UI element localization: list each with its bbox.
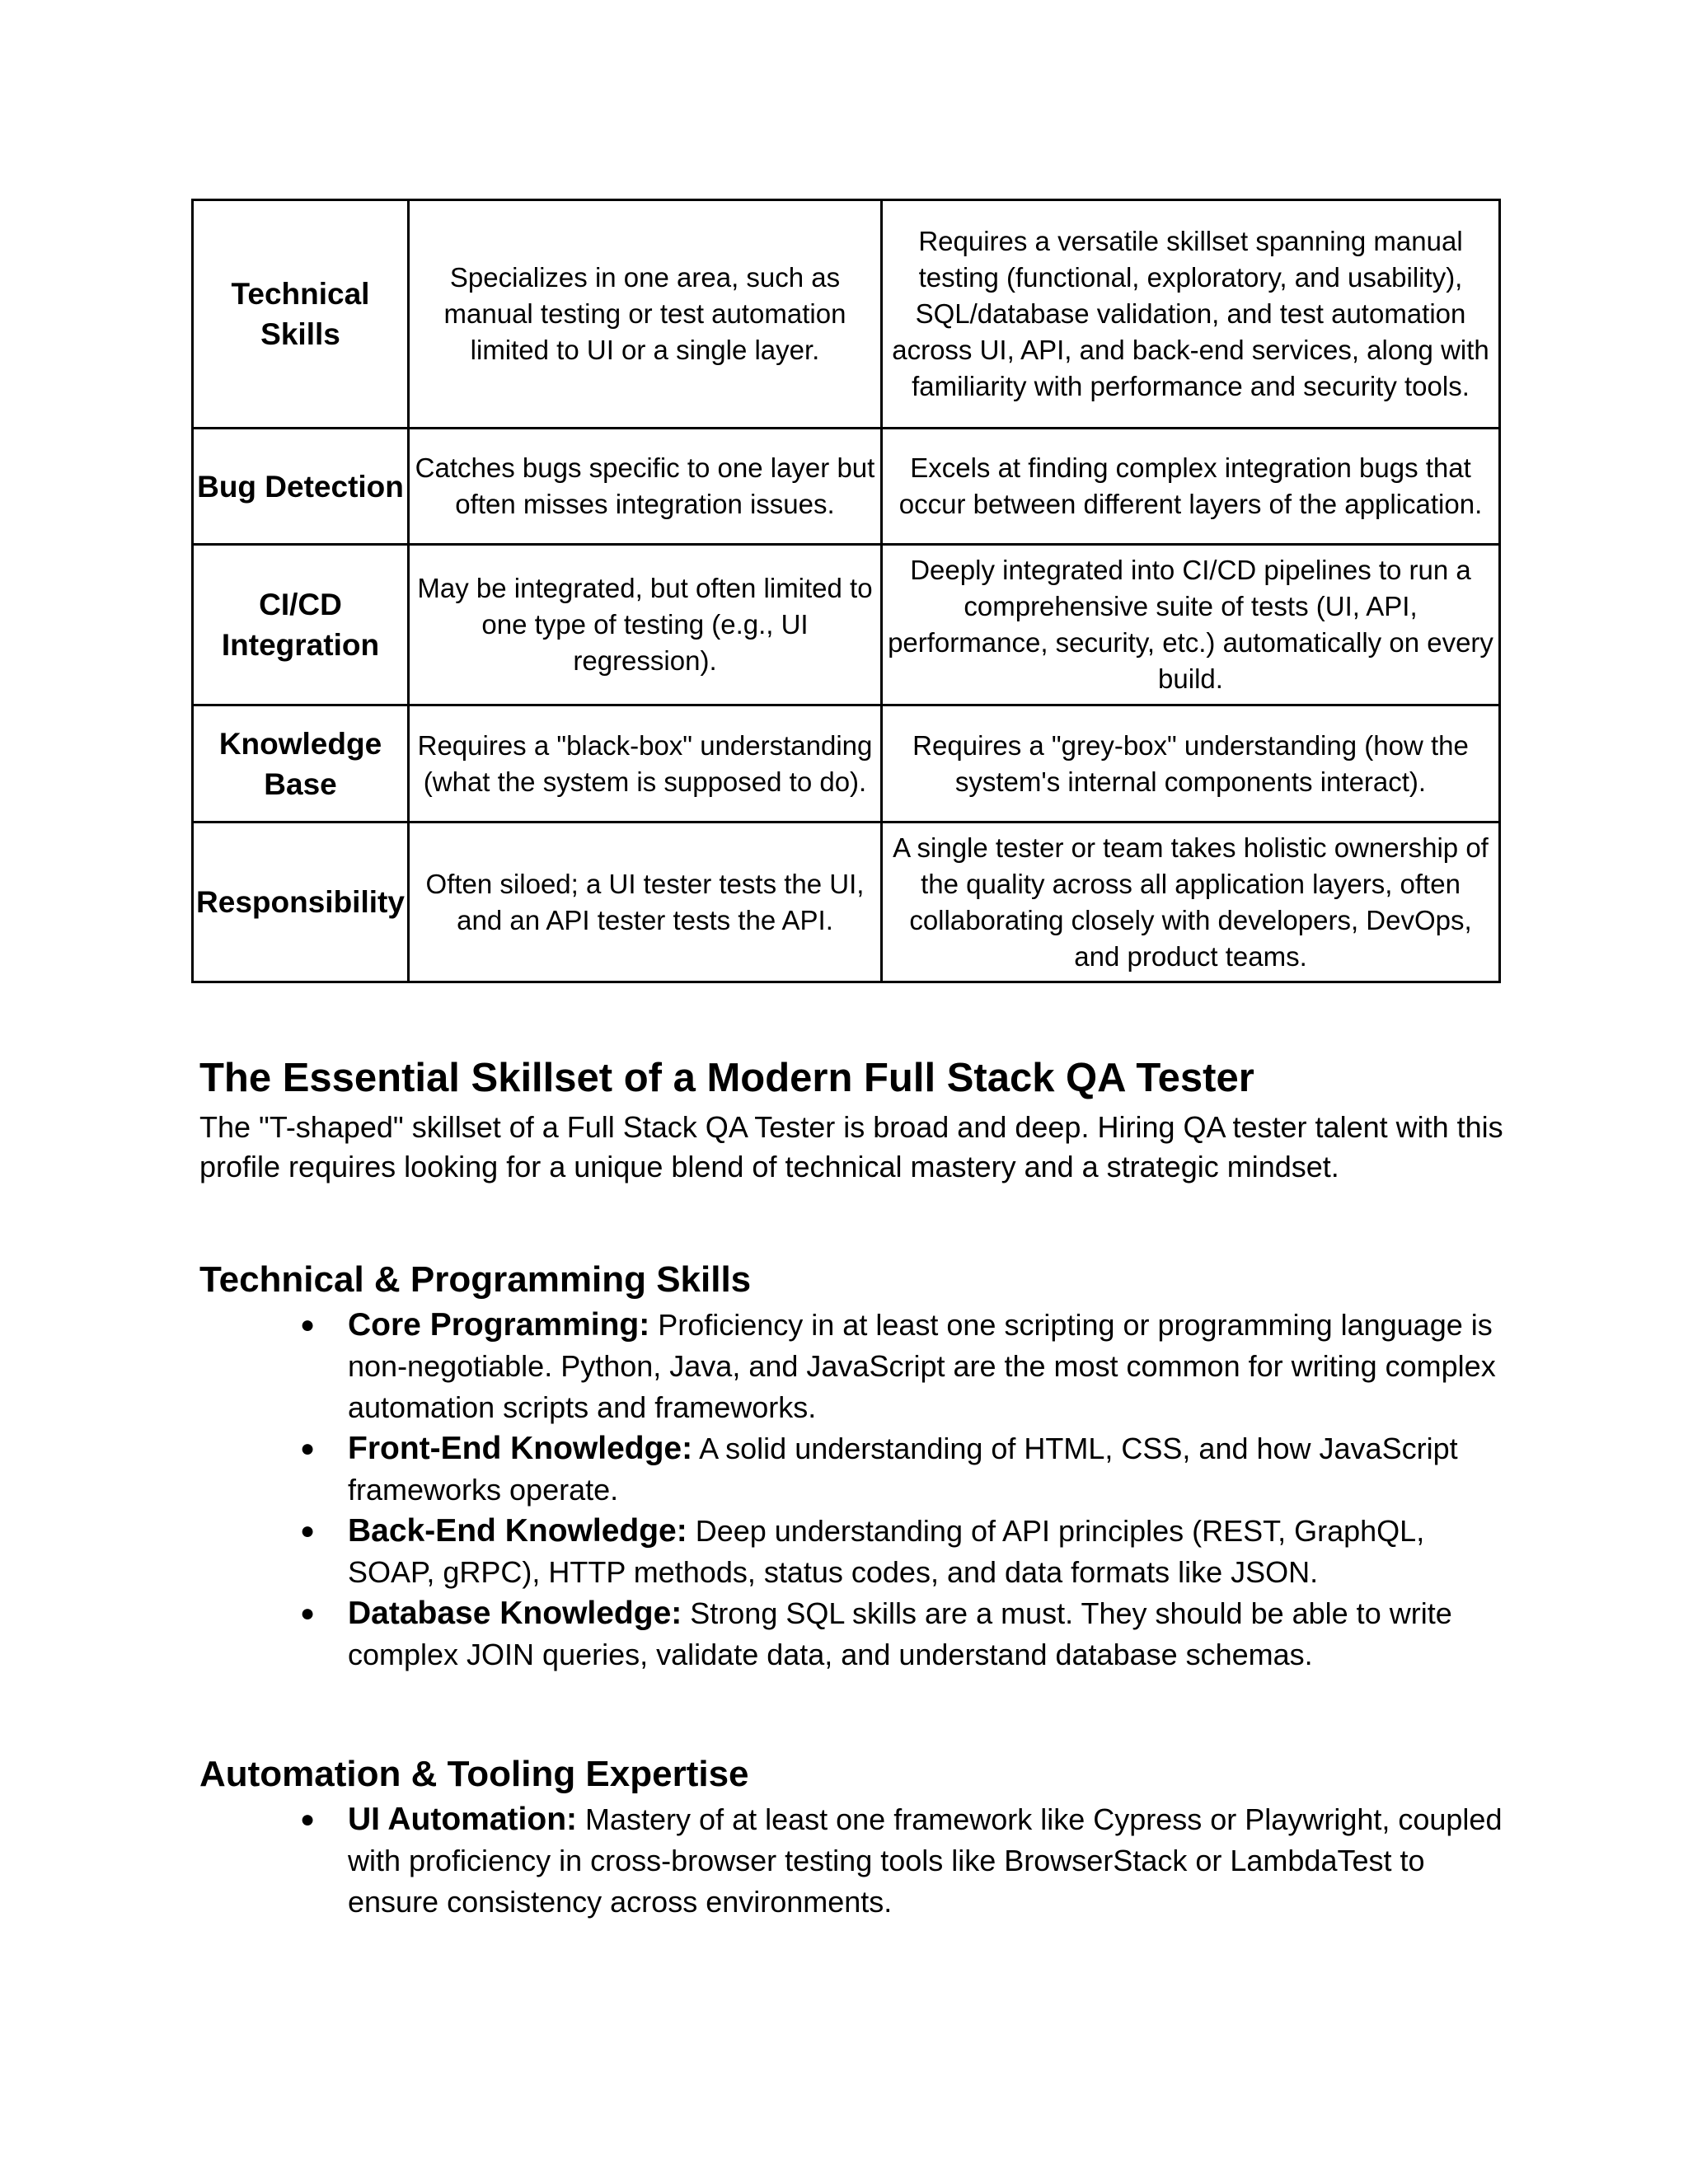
table-row <box>193 429 1500 545</box>
item-text: Proficiency in at least one scripting or programming language is non-negotiable. Python, Java, and JavaScript are the most common for writing complex automation scripts and frameworks. <box>348 1308 1496 1424</box>
bullet-icon: ● <box>300 1600 316 1627</box>
row-label-cicd-integration: CI/CD Integration <box>193 545 409 705</box>
row-label-technical-skills: Technical Skills <box>193 200 409 429</box>
list-item <box>199 1305 1518 1428</box>
item-text: Strong SQL skills are a must. They should be able to write complex JOIN queries, validate data, and understand database schemas. <box>348 1596 1452 1671</box>
table-row <box>193 823 1500 982</box>
bullet-icon: ● <box>300 1311 316 1338</box>
item-term: UI Automation: <box>348 1802 578 1837</box>
item-text: A solid understanding of HTML, CSS, and how JavaScript frameworks operate. <box>348 1432 1458 1507</box>
technical-skills-list <box>199 1305 1518 1675</box>
automation-heading: Automation & Tooling Expertise <box>199 1754 749 1794</box>
item-term: Front-End Knowledge: <box>348 1431 693 1466</box>
list-item <box>199 1799 1518 1923</box>
full-stack-cell: Excels at finding complex integration bugs that occur between different layers of the application. <box>882 429 1500 545</box>
full-stack-cell: A single tester or team takes holistic ownership of the quality across all application layers, often collaborating closely with developers, DevOps, and product teams. <box>882 823 1500 982</box>
item-term: Back-End Knowledge: <box>348 1513 687 1549</box>
traditional-cell: May be integrated, but often limited to one type of testing (e.g., UI regression). <box>409 545 882 705</box>
row-label-responsibility: Responsibility <box>193 823 409 982</box>
traditional-cell: Catches bugs specific to one layer but often misses integration issues. <box>409 429 882 545</box>
list-item <box>199 1511 1518 1593</box>
bullet-icon: ● <box>300 1517 316 1544</box>
comparison-table <box>191 199 1501 983</box>
full-stack-cell: Deeply integrated into CI/CD pipelines to run a comprehensive suite of tests (UI, API, performance, security, etc.) automatically on every build. <box>882 545 1500 705</box>
table-row <box>193 705 1500 823</box>
bullet-icon: ● <box>300 1806 316 1833</box>
item-text: Mastery of at least one framework like Cypress or Playwright, coupled with proficiency in cross-browser testing tools like BrowserStack or LambdaTest to ensure consistency across environments. <box>348 1802 1503 1919</box>
full-stack-cell: Requires a versatile skillset spanning manual testing (functional, exploratory, and usability), SQL/database validation, and test automation across UI, API, and back-end services, along with familiarity with performance and security tools. <box>882 200 1500 429</box>
list-item <box>199 1593 1518 1675</box>
list-item <box>199 1428 1518 1511</box>
full-stack-cell: Requires a "grey-box" understanding (how the system's internal components interact). <box>882 705 1500 823</box>
section-heading: The Essential Skillset of a Modern Full Stack QA Tester <box>199 1056 1254 1100</box>
item-term: Core Programming: <box>348 1307 650 1343</box>
bullet-icon: ● <box>300 1435 316 1462</box>
technical-skills-heading: Technical & Programming Skills <box>199 1259 752 1300</box>
intro-paragraph: The "T-shaped" skillset of a Full Stack QA Tester is broad and deep. Hiring QA tester talent with this profile requires looking for a unique blend of technical mastery and a strategic mindset. <box>199 1110 1503 1183</box>
item-text: Deep understanding of API principles (REST, GraphQL, SOAP, gRPC), HTTP methods, status codes, and data formats like JSON. <box>348 1514 1425 1589</box>
row-label-bug-detection: Bug Detection <box>193 429 409 545</box>
table-row <box>193 200 1500 429</box>
item-term: Database Knowledge: <box>348 1596 682 1631</box>
table-row <box>193 545 1500 705</box>
traditional-cell: Often siloed; a UI tester tests the UI, and an API tester tests the API. <box>409 823 882 982</box>
traditional-cell: Specializes in one area, such as manual testing or test automation limited to UI or a single layer. <box>409 200 882 429</box>
traditional-cell: Requires a "black-box" understanding (what the system is supposed to do). <box>409 705 882 823</box>
row-label-knowledge-base: Knowledge Base <box>193 705 409 823</box>
automation-list <box>199 1799 1518 1923</box>
